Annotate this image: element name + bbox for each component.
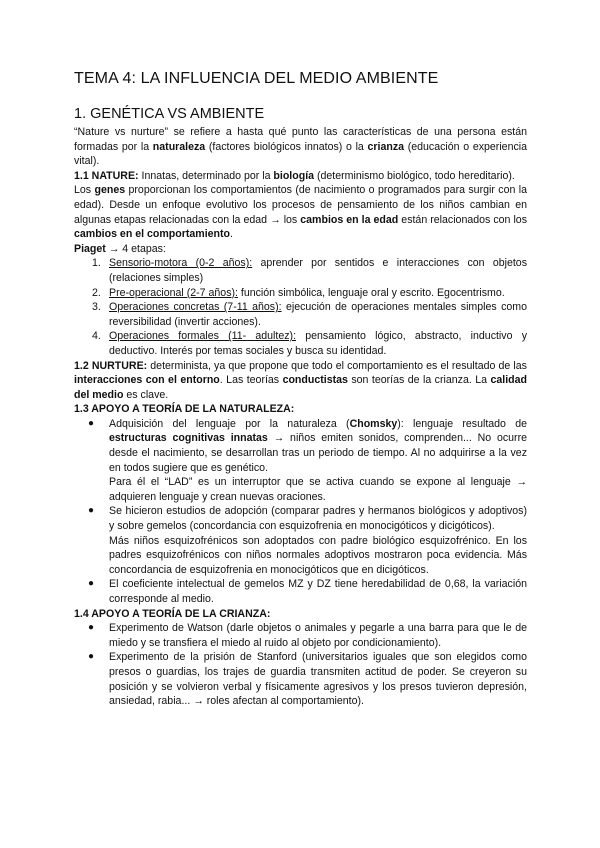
- bullet-icon: ●: [88, 417, 95, 429]
- bold-term: crianza: [367, 140, 405, 153]
- piaget-line: [74, 242, 527, 257]
- stage-name: Operaciones formales (11- adultez):: [109, 330, 297, 343]
- text-run: proporcionan los comportamientos (de nacimiento o programados para surgir con la edad). Desde un enfoque evolutivo los procesos de pensamiento de los niños cambian en algunas etapas relacionadas con la edad → los: [74, 184, 527, 226]
- crianza-bullet-list: [74, 621, 527, 709]
- text-run: Experimento de la prisión de Stanford (universitarios iguales que son elegidos como presos o guardias, los trajes de guardia transmiten actitud de poder. Se creyeron su posición y se volvieron verbal y físicamente agresivos y los presos tuvieron depresión, ansiedad, rabia... → roles afectan al comportamiento).: [109, 651, 527, 708]
- text-run: → niños emiten sonidos, comprenden... No ocurre desde el nacimiento, se desarrollan tras un periodo de tiempo. Al no adquirirse a la vez en todos sugiere que es genético.: [109, 432, 527, 474]
- subheading-apoyo-naturaleza: 1.3 APOYO A TEORÍA DE LA NATURALEZA:: [74, 403, 295, 416]
- list-item: [74, 417, 527, 505]
- list-item: [74, 504, 527, 577]
- bullet-icon: ●: [88, 505, 95, 517]
- text-run: → 4 etapas:: [105, 242, 166, 255]
- list-item: [74, 256, 527, 285]
- naturaleza-bullet-list: [74, 417, 527, 607]
- list-number: 2.: [92, 286, 101, 299]
- text-run: Experimento de Watson (darle objetos o animales y pegarle a una barra para que le de miedo y se transfiera el miedo al ruido al objeto por condicionamiento).: [109, 622, 527, 649]
- text-run: Se hicieron estudios de adopción (comparar padres y hermanos biológicos y adoptivos) y sobre gemelos (concordancia con esquizofrenia en monocigóticos y dicigóticos).: [109, 505, 527, 533]
- text-run: Adquisición del lenguaje por la naturaleza (: [109, 417, 350, 430]
- bold-term: interacciones con el entorno: [74, 374, 220, 387]
- list-item: [74, 286, 527, 301]
- bold-term: biología: [273, 169, 315, 182]
- stage-name: Operaciones concretas (7-11 años):: [109, 301, 282, 314]
- list-item: [74, 577, 527, 606]
- list-item: [74, 329, 527, 358]
- text-run: Innatas, determinado por la: [138, 169, 274, 182]
- text-run: es clave.: [123, 388, 169, 401]
- text-run: determinista, ya que propone que todo el comportamiento es el resultado de las: [147, 359, 527, 372]
- bullet-icon: ●: [88, 578, 95, 590]
- nature-paragraph: [74, 169, 527, 184]
- bullet-icon: ●: [88, 622, 95, 634]
- text-run: . Las teorías: [219, 374, 283, 387]
- list-item: [74, 300, 527, 329]
- stage-description: aprender por sentidos e interacciones con objetos (relaciones simples): [109, 257, 527, 284]
- document-page: [74, 70, 527, 709]
- bold-term: Chomsky: [349, 417, 398, 430]
- text-run: (factores biológicos innatos) o la: [205, 140, 368, 153]
- stage-name: Pre-operacional (2-7 años):: [109, 286, 238, 299]
- text-run: Para él el “LAD” es un interruptor que se activa cuando se expone al lenguaje → adquieren lenguaje y crean nuevas oraciones.: [109, 476, 527, 503]
- text-run: “Nature vs nurture” se refiere a hasta qué punto las características de una persona están formadas por la: [74, 126, 527, 153]
- list-number: 1.: [92, 257, 101, 270]
- text-run: están relacionados con los: [398, 213, 527, 226]
- bold-term: conductistas: [282, 374, 348, 387]
- bold-term: Piaget: [74, 242, 106, 255]
- intro-paragraph: [74, 125, 527, 169]
- list-number: 4.: [92, 330, 101, 343]
- nurture-paragraph: [74, 359, 527, 403]
- stage-description: ejecución de operaciones mentales simples como reversibilidad (invertir acciones).: [109, 301, 527, 328]
- text-run: .: [230, 228, 233, 241]
- list-item: [74, 650, 527, 708]
- subheading-nurture: 1.2 NURTURE:: [74, 359, 148, 372]
- text-run: son teorías de la crianza. La: [347, 374, 491, 387]
- stage-name: Sensorio-motora (0-2 años):: [109, 257, 253, 270]
- text-run: El coeficiente intelectual de gemelos MZ y DZ tiene heredabilidad de 0,68, la variación corresponde al medio.: [109, 578, 527, 605]
- list-item: [74, 621, 527, 650]
- bold-term: naturaleza: [152, 140, 206, 153]
- bold-term: cambios en la edad: [300, 213, 399, 226]
- bold-term: cambios en el comportamiento: [74, 228, 230, 241]
- text-run: ): lenguaje resultado de: [397, 417, 527, 430]
- list-number: 3.: [92, 301, 101, 314]
- text-run: Más niños esquizofrénicos son adoptados con padre biológico esquizofrénico. En los padres esquizofrénicos con niños normales adoptivos mostraron poca evidencia. Más concordancia de esquizofrenia en monocigóticos que en dicigóticos.: [109, 534, 527, 576]
- section-heading-genetica: 1. GENÉTICA VS AMBIENTE: [74, 106, 265, 122]
- stage-description: función simbólica, lenguaje oral y escrito. Egocentrismo.: [237, 286, 505, 299]
- genes-paragraph: [74, 183, 527, 241]
- text-run: (educación o experiencia vital).: [74, 140, 528, 168]
- stage-description: pensamiento lógico, abstracto, inductivo y deductivo. Interés por temas sociales y busca su identidad.: [109, 330, 527, 357]
- bold-term: calidad del medio: [74, 374, 527, 401]
- bold-term: genes: [94, 184, 126, 197]
- bullet-icon: ●: [88, 651, 95, 663]
- bold-term: estructuras cognitivas innatas: [109, 432, 268, 445]
- subheading-apoyo-crianza: 1.4 APOYO A TEORÍA DE LA CRIANZA:: [74, 607, 271, 620]
- text-run: Los: [74, 184, 95, 197]
- piaget-stages-list: [74, 256, 527, 358]
- subheading-nature: 1.1 NATURE:: [74, 169, 139, 182]
- document-title: TEMA 4: LA INFLUENCIA DEL MEDIO AMBIENTE: [74, 70, 439, 87]
- text-run: (determinismo biológico, todo hereditario).: [314, 169, 515, 182]
